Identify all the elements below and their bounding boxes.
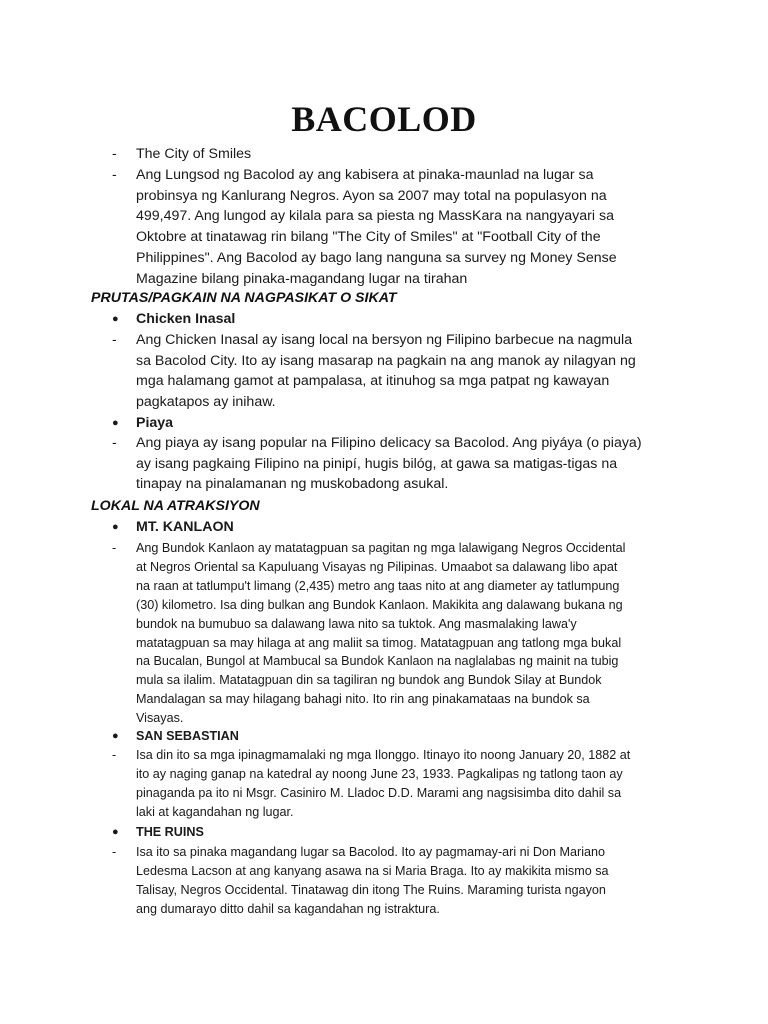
the-ruins-paragraph: Isa ito sa pinaka magandang lugar sa Bacolod. Ito ay pagmamay-ari ni Don Mariano Ledesma Lacson at ang kanyang asawa na si Maria Braga. Ito ay makikita mismo sa Talisay, Negros Occidental. Tinatawag din itong The Ruins. Maraming turista ngayon ang dumarayo ditto dahil sa kagandahan ng istraktura. [136,845,609,916]
document-title: BACOLOD [291,99,477,139]
intro-paragraph: Ang Lungsod ng Bacolod ay ang kabisera at pinaka-maunlad na lugar sa probinsya ng Kanlurang Negros. Ayon sa 2007 may total na populasyon na 499,497. Ang lungod ay kilala para sa piesta ng MassKara na nangyayari sa Oktobre at tinatawag rin bilang "The City of Smiles" at "Football City of the Philippines". Ang Bacolod ay bago lang nanguna sa survey ng Money Sense Magazine bilang pinaka-magandang lugar na tirahan [136,167,617,287]
bullet-icon: ● [112,313,119,325]
bullet-icon: ● [112,417,119,429]
bullet-icon: ● [112,730,119,742]
chicken-inasal-paragraph: Ang Chicken Inasal ay isang local na bersyon ng Filipino barbecue na nagmula sa Bacolod City. Ito ay isang masarap na pagkain na ang manok ay nilagyan ng mga halamang gamot at pampalasa, at itinuhog sa mga patpat ng kawayan pagkatapos ay inihaw. [136,332,636,411]
section-heading-attractions: LOKAL NA ATRAKSIYON [91,498,260,514]
san-sebastian-paragraph: Isa din ito sa mga ipinagmamalaki ng mga Ilonggo. Itinayo ito noong January 20, 1882 at ito ay naging ganap na katedral ay noong June 23, 1933. Pagkalipas ng tatlong taon ay pinaganda pa ito ni Msgr. Casiniro M. Lladoc D.D. Marami ang nagsisimba dito dahil sa laki at kagandahan ng lugar. [136,748,631,819]
bullet-icon: ● [112,826,119,838]
tagline: The City of Smiles [136,146,252,162]
bullet-icon: ● [112,521,119,533]
section-heading-food: PRUTAS/PAGKAIN NA NAGPASIKAT O SIKAT [91,290,397,306]
mt-kanlaon-paragraph: Ang Bundok Kanlaon ay matatagpuan sa pagitan ng mga lalawigang Negros Occidental at Negros Oriental sa Kapuluang Visayas ng Pilipinas. Umaabot sa dalawang libo apat na raan at tatlumpu't limang (2,435) metro ang taas nito at ang diameter ay tatlumpung (30) kilometro. Isa ding bulkan ang Bundok Kanlaon. Makikita ang dalawang bukana ng bundok na bumubuo sa dalawang lawa nito sa tuktok. Ang masmalaking lawa'y matatagpuan sa may hilaga at ang maliit sa timog. Matatagpuan ang tatlong mga bukal na Bucalan, Bungol at Mambucal sa Bundok Kanlaon na naglalabas ng mainit na tubig mula sa ilalim. Matatagpuan din sa tagiliran ng bundok ang Bundok Silay at Bundok Mandalagan sa may hilagang bahagi nito. Ito rin ang pinakamataas na bundok sa Visayas. [136,541,626,726]
piaya-paragraph: Ang piaya ay isang popular na Filipino delicacy sa Bacolod. Ang piyáya (o piaya) ay isang pagkaing Filipino na pinipí, hugis bilóg, at gawa sa matigas-tigas na tinapay na pinalamanan ng muskobadong asukal. [136,435,642,493]
document-page: BACOLOD - The City of Smiles - Ang Lungsod ng Bacolod ay ang kabisera at pinaka-maunlad na lugar sa probinsya ng Kanlurang Negros. Ayon sa 2007 may total na populasyon na 499,497. Ang lungod ay kilala para sa piesta ng MassKara na nangyayari sa Oktobre at tinatawag rin bilang "The City of Smiles" at "Football City of the Philippines". Ang Bacolod ay bago lang nanguna sa survey ng Money Sense Magazine bilang pinaka-magandang lugar na tirahan PRUTAS/PAGKAIN NA NAGPASIKAT O SIKAT ● Chicken Inasal - Ang Chicken Inasal ay isang local na bersyon ng Filipino barbecue na nagmula sa Bacolod City. Ito ay isang masarap na pagkain na ang manok ay nilagyan ng mga halamang gamot at pampalasa, at itinuhog sa mga patpat ng kawayan pagkatapos ay inihaw. ● Piaya - Ang piaya ay isang popular na Filipino delicacy sa Bacolod. Ang piyáya (o piaya) ay isang pagkaing Filipino na pinipí, hugis bilóg, at gawa sa matigas-tigas na tinapay na pinalamanan ng muskobadong asukal. LOKAL NA ATRAKSIYON ● MT. KANLAON - Ang Bundok Kanlaon ay matatagpuan sa pagitan ng mga lalawigang Negros Occidental at Negros Oriental sa Kapuluang Visayas ng Pilipinas. Umaabot sa dalawang libo apat na raan at tatlumpu't limang (2,435) metro ang taas nito at ang diameter ay tatlumpung (30) kilometro. Isa ding bulkan ang Bundok Kanlaon. Makikita ang dalawang bukana ng bundok na bumubuo sa dalawang lawa nito sa tuktok. Ang masmalaking lawa'y matatagpuan sa may hilaga at ang maliit sa timog. Matatagpuan ang tatlong mga bukal na Bucalan, Bungol at Mambucal sa Bundok Kanlaon na naglalabas ng mainit na tubig mula sa ilalim. Matatagpuan din sa tagiliran ng bundok ang Bundok Silay at Bundok Mandalagan sa may hilagang bahagi nito. Ito rin ang pinakamataas na bundok sa Visayas. ● SAN SEBASTIAN - Isa din ito sa mga ipinagmamalaki ng mga Ilonggo. Itinayo ito noong January 20, 1882 at ito ay naging ganap na katedral ay noong June 23, 1933. Pagkalipas ng tatlong taon ay pinaganda pa ito ni Msgr. Casiniro M. Lladoc D.D. Marami ang nagsisimba dito dahil sa laki at kagandahan ng lugar. ● THE RUINS - Isa ito sa pinaka magandang lugar sa Bacolod. Ito ay pagmamay-ari ni Don Mariano Ledesma Lacson at ang kanyang asawa na si Maria Braga. Ito ay makikita mismo sa Talisay, Negros Occidental. Tinatawag din itong The Ruins. Maraming turista ngayon ang dumarayo ditto dahil sa kagandahan ng istraktura. [0,0,768,1024]
